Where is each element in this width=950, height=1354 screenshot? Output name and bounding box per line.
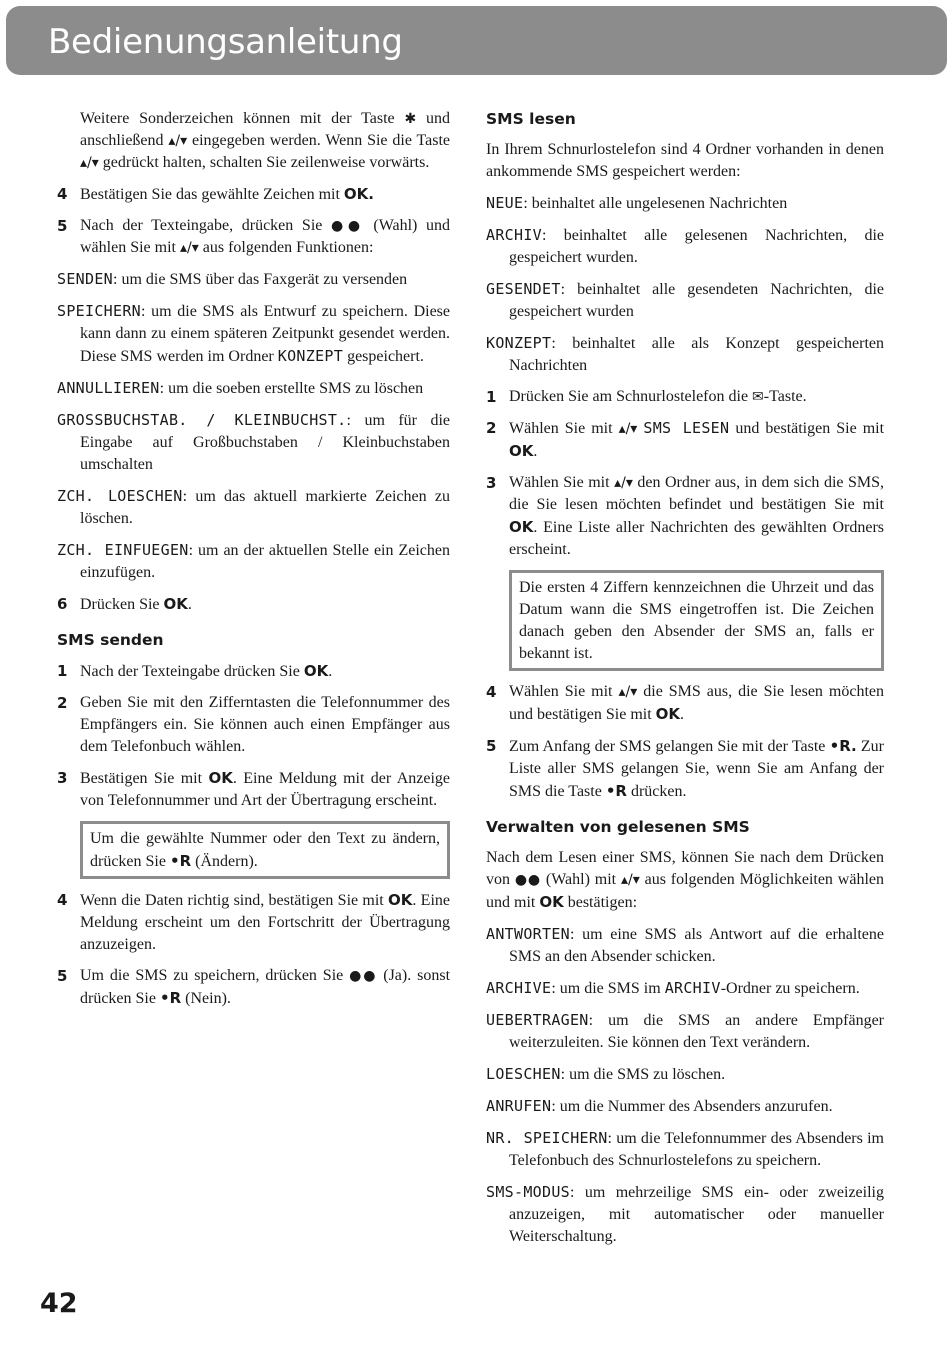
- option-uebertragen: UEBERTRAGEN: um die SMS an andere Empfänger weiterzuleiten. Sie können den Text verändern.: [486, 1011, 884, 1051]
- option-antworten: ANTWORTEN: um eine SMS als Antwort auf die erhaltene SMS an den Absender schicken.: [486, 925, 884, 965]
- intro-paragraph: Weitere Sonderzeichen können mit der Taste ✱ und anschließend ▴/▾ eingegeben werden. Wenn Sie die Taste ▴/▾ gedrückt halten, schalten Sie zeilenweise vorwärts.: [80, 110, 451, 171]
- lesen-step-5: 5 Zum Anfang der SMS gelangen Sie mit der Taste •R. Zur Liste aller SMS gelangen Sie, wenn Sie am Anfang der SMS die Taste •R drücken.: [486, 737, 885, 800]
- nav-arrows-icon: ▴/▾: [620, 872, 640, 888]
- nav-arrows-icon: ▴/▾: [618, 684, 638, 700]
- nav-arrows-icon: ▴/▾: [618, 421, 638, 437]
- page-title: Bedienungsanleitung: [48, 22, 403, 62]
- page-number: 42: [40, 1288, 78, 1319]
- nav-arrows-icon: ▴/▾: [168, 133, 188, 149]
- note-box-aendern: Um die gewählte Nummer oder den Text zu ändern, drücken Sie •R (Ändern).: [80, 821, 450, 879]
- r-key-icon: •R: [169, 852, 192, 870]
- lesen-step-3: 3 Wählen Sie mit ▴/▾ den Ordner aus, in dem sich die SMS, die Sie lesen möchten befindet und bestätigen Sie mit OK. Eine Liste aller Nachrichten des gewählten Ordners erscheint.: [486, 474, 885, 558]
- step-4: 4 Bestätigen Sie das gewählte Zeichen mit OK.: [57, 185, 374, 203]
- senden-step-5: 5 Um die SMS zu speichern, drücken Sie ●● (Ja). sonst drücken Sie •R (Nein).: [57, 967, 451, 1007]
- lesen-step-1: 1 Drücken Sie am Schnurlostelefon die ✉-Taste.: [486, 388, 807, 406]
- star-key-icon: ✱: [404, 111, 417, 127]
- folder-archiv: ARCHIV: beinhaltet alle gelesenen Nachrichten, die gespeichert wurden.: [486, 226, 884, 266]
- right-column: [486, 108, 884, 1257]
- step-6: 6 Drücken Sie OK.: [57, 595, 192, 613]
- option-loeschen: LOESCHEN: um die SMS zu löschen.: [486, 1065, 726, 1083]
- option-sms-modus: SMS-MODUS: um mehrzeilige SMS ein- oder zweizeilig anzuzeigen, mit automatischer oder manueller Weiterschaltung.: [486, 1183, 884, 1245]
- header-bar: [6, 6, 947, 75]
- step-5: 5 Nach der Texteingabe, drücken Sie ●● (Wahl) und wählen Sie mit ▴/▾ aus folgenden Funktionen:: [57, 217, 451, 256]
- senden-step-1: 1 Nach der Texteingabe drücken Sie OK.: [57, 662, 333, 680]
- note-box-ziffern: Die ersten 4 Ziffern kennzeichnen die Uhrzeit und das Datum wann die SMS eingetroffen ist. Die Zeichen danach geben den Absender der SMS an, falls er bekannt ist.: [509, 570, 884, 671]
- select-dots-icon: ●●: [331, 218, 365, 234]
- section-heading-sms-senden: SMS senden: [57, 631, 164, 649]
- option-annullieren: ANNULLIEREN: um die soeben erstellte SMS zu löschen: [57, 379, 424, 397]
- senden-step-3: 3 Bestätigen Sie mit OK. Eine Meldung mit der Anzeige von Telefonnummer und Art der Übertragung erscheint.: [57, 769, 451, 809]
- option-speichern: SPEICHERN: um die SMS als Entwurf zu speichern. Diese kann dann zu einem späteren Zeitpunkt gesendet werden. Diese SMS werden im Ordner KONZEPT gespeichert.: [57, 302, 450, 365]
- select-dots-icon: ●●: [349, 968, 378, 984]
- nav-arrows-icon: ▴/▾: [179, 240, 199, 256]
- senden-step-4: 4 Wenn die Daten richtig sind, bestätigen Sie mit OK. Eine Meldung erscheint um den Fortschritt der Übertragung anzuzeigen.: [57, 891, 450, 953]
- folder-gesendet: GESENDET: beinhaltet alle gesendeten Nachrichten, die gespeichert wurden: [486, 280, 884, 320]
- verwalten-intro: Nach dem Lesen einer SMS, können Sie nach dem Drücken von ●● (Wahl) mit ▴/▾ aus folgenden Möglichkeiten wählen und mit OK bestätigen:: [486, 849, 884, 911]
- nav-arrows-icon: ▴/▾: [80, 155, 99, 171]
- r-key-icon: •R.: [829, 737, 857, 755]
- option-grossbuchstaben: GROSSBUCHSTAB. / KLEINBUCHST.: um für die Eingabe auf Großbuchstaben / Kleinbuchstaben umschalten: [57, 411, 451, 473]
- nav-arrows-icon: ▴/▾: [614, 475, 633, 491]
- folder-konzept: KONZEPT: beinhaltet alle als Konzept gespeicherten Nachrichten: [486, 334, 884, 374]
- option-archive: ARCHIVE: um die SMS im ARCHIV-Ordner zu speichern.: [486, 979, 860, 997]
- r-key-icon: •R: [605, 782, 627, 800]
- lesen-step-2: 2 Wählen Sie mit ▴/▾ SMS LESEN und bestätigen Sie mit OK.: [486, 419, 885, 460]
- select-dots-icon: ●●: [514, 872, 542, 888]
- envelope-icon: ✉: [752, 389, 764, 405]
- option-zeichen-loeschen: ZCH. LOESCHEN: um das aktuell markierte Zeichen zu löschen.: [57, 487, 450, 527]
- option-zeichen-einfuegen: ZCH. EINFUEGEN: um an der aktuellen Stelle ein Zeichen einzufügen.: [57, 541, 450, 581]
- senden-step-2: 2 Geben Sie mit den Zifferntasten die Telefonnummer des Empfängers ein. Sie können auch einen Empfänger aus dem Telefonbuch wählen.: [57, 694, 450, 755]
- left-column: [57, 108, 450, 1019]
- section-heading-sms-lesen: SMS lesen: [486, 110, 576, 128]
- folder-neue: NEUE: beinhaltet alle ungelesenen Nachrichten: [486, 194, 788, 212]
- lesen-intro: In Ihrem Schnurlostelefon sind 4 Ordner vorhanden in denen ankommende SMS gespeichert werden:: [486, 141, 884, 180]
- option-senden: SENDEN: um die SMS über das Faxgerät zu versenden: [57, 270, 408, 288]
- section-heading-verwalten: Verwalten von gelesenen SMS: [486, 818, 750, 836]
- option-anrufen: ANRUFEN: um die Nummer des Absenders anzurufen.: [486, 1097, 833, 1115]
- r-key-icon: •R: [159, 989, 182, 1007]
- option-nr-speichern: NR. SPEICHERN: um die Telefonnummer des Absenders im Telefonbuch des Schnurlostelefons zu speichern.: [486, 1129, 884, 1169]
- lesen-step-4: 4 Wählen Sie mit ▴/▾ die SMS aus, die Sie lesen möchten und bestätigen Sie mit OK.: [486, 683, 885, 723]
